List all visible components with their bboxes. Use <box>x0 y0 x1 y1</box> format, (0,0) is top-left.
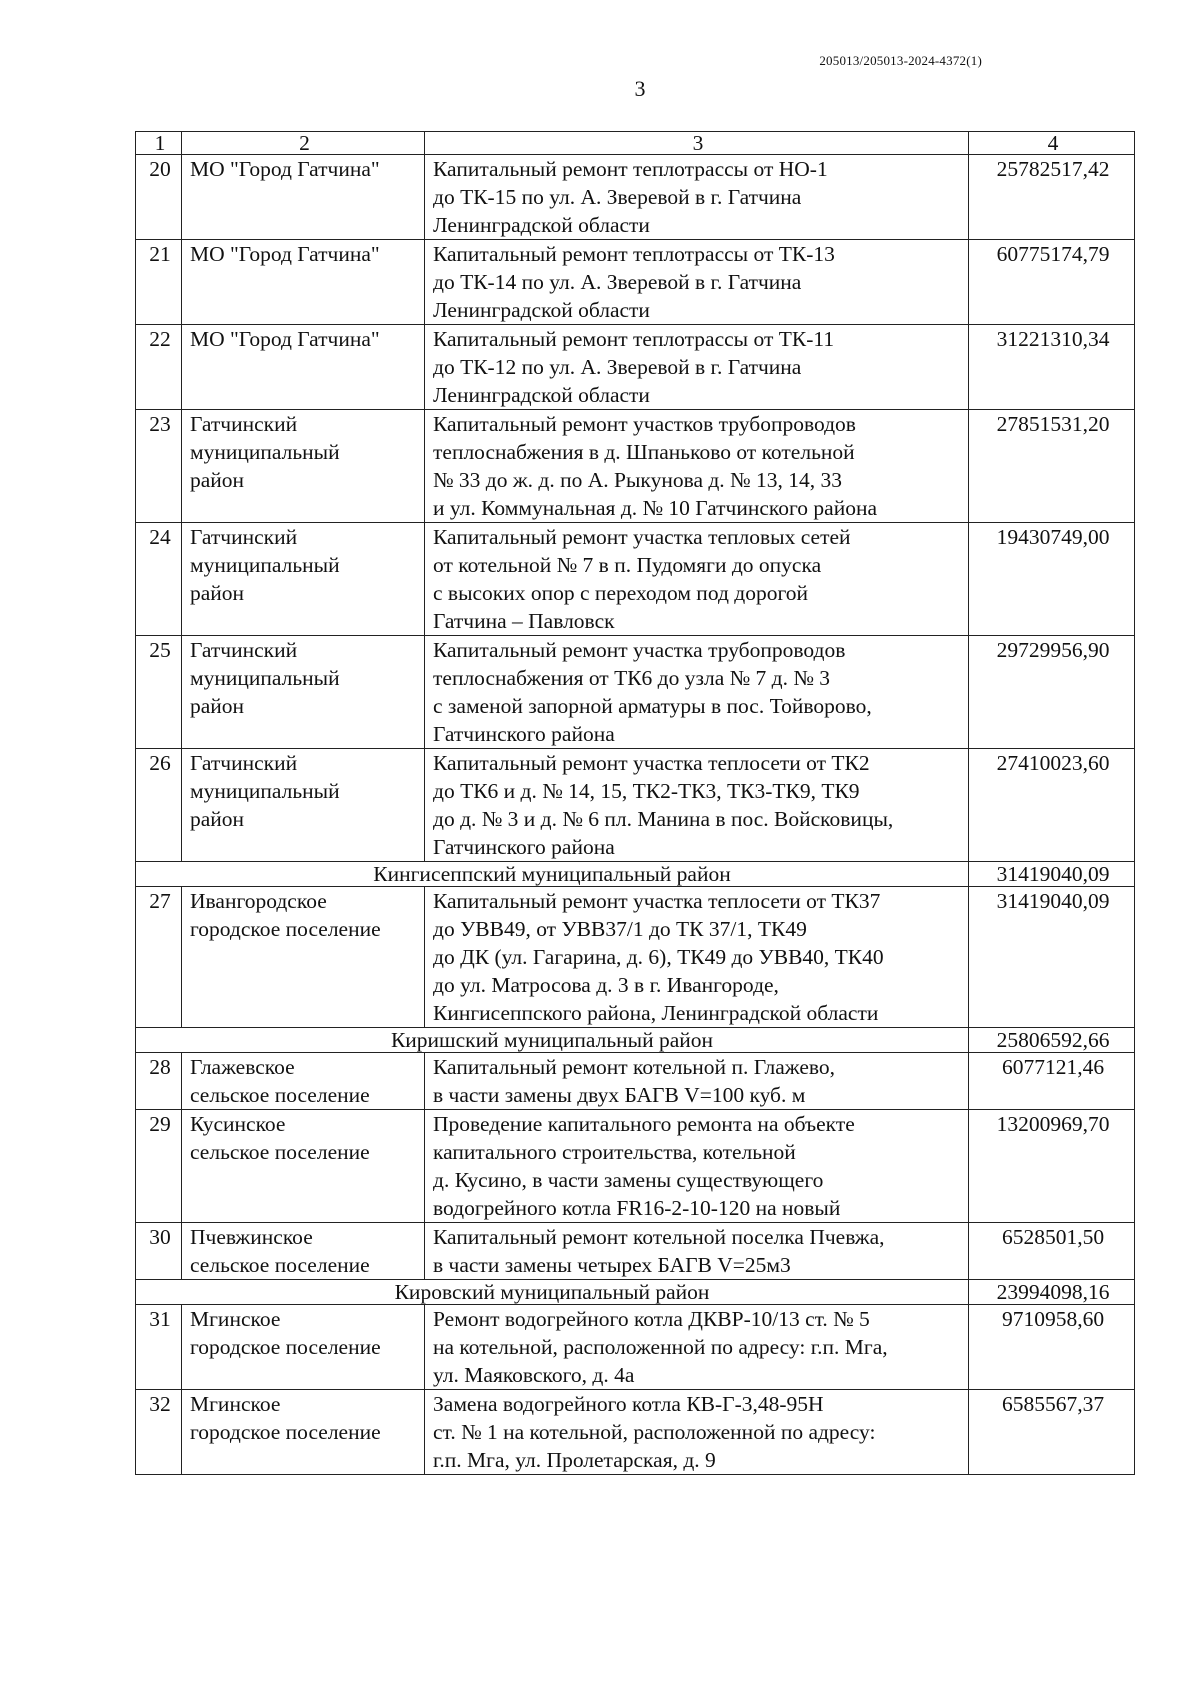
table-row <box>136 523 1135 636</box>
municipality-cell: Мгинское городское поселение <box>182 1305 425 1390</box>
table-header-row <box>136 132 1135 155</box>
municipality-cell: Ивангородское городское поселение <box>182 887 425 1028</box>
municipality-cell: Гатчинский муниципальный район <box>182 749 425 862</box>
column-header-2: 2 <box>182 132 425 155</box>
row-number: 26 <box>136 749 182 862</box>
table-row <box>136 1390 1135 1475</box>
row-number: 22 <box>136 325 182 410</box>
work-description-cell: Замена водогрейного котла КВ-Г-3,48-95Н ст. № 1 на котельной, расположенной по адресу: г.п. Мга, ул. Пролетарская, д. 9 <box>425 1390 969 1475</box>
column-header-4: 4 <box>969 132 1135 155</box>
table-row <box>136 410 1135 523</box>
municipality-cell: Пчевжинское сельское поселение <box>182 1223 425 1280</box>
section-row <box>136 1280 1135 1305</box>
municipality-cell: Кусинское сельское поселение <box>182 1110 425 1223</box>
work-description-cell: Капитальный ремонт участка тепловых сетей от котельной № 7 в п. Пудомяги до опуска с высоких опор с переходом под дорогой Гатчина – Павловск <box>425 523 969 636</box>
table-row <box>136 1305 1135 1390</box>
work-description-cell: Капитальный ремонт теплотрассы от ТК-13 до ТК-14 по ул. А. Зверевой в г. Гатчина Ленинградской области <box>425 240 969 325</box>
amount-cell: 29729956,90 <box>969 636 1135 749</box>
row-number: 27 <box>136 887 182 1028</box>
work-description-cell: Капитальный ремонт участка теплосети от ТК37 до УВВ49, от УВВ37/1 до ТК 37/1, ТК49 до ДК (ул. Гагарина, д. 6), ТК49 до УВВ40, ТК40 до ул. Матросова д. 3 в г. Ивангороде, Кингисеппского района, Ленинградской области <box>425 887 969 1028</box>
section-row <box>136 862 1135 887</box>
row-number: 31 <box>136 1305 182 1390</box>
amount-cell: 19430749,00 <box>969 523 1135 636</box>
row-number: 29 <box>136 1110 182 1223</box>
table-row <box>136 887 1135 1028</box>
amount-cell: 31221310,34 <box>969 325 1135 410</box>
section-amount: 25806592,66 <box>969 1028 1135 1053</box>
work-description-cell: Капитальный ремонт теплотрассы от ТК-11 до ТК-12 по ул. А. Зверевой в г. Гатчина Ленинградской области <box>425 325 969 410</box>
table-row <box>136 240 1135 325</box>
document-id: 205013/205013-2024-4372(1) <box>819 53 982 68</box>
page-number: 3 <box>634 76 646 101</box>
municipality-cell: МО "Город Гатчина" <box>182 325 425 410</box>
amount-cell: 6585567,37 <box>969 1390 1135 1475</box>
amount-cell: 31419040,09 <box>969 887 1135 1028</box>
work-description-cell: Капитальный ремонт участка теплосети от ТК2 до ТК6 и д. № 14, 15, ТК2-ТК3, ТК3-ТК9, ТК9 до д. № 3 и д. № 6 пл. Манина в пос. Войсковицы, Гатчинского района <box>425 749 969 862</box>
table-row <box>136 325 1135 410</box>
amount-cell: 25782517,42 <box>969 155 1135 240</box>
row-number: 24 <box>136 523 182 636</box>
municipality-cell: Гатчинский муниципальный район <box>182 636 425 749</box>
row-number: 20 <box>136 155 182 240</box>
municipality-cell: МО "Город Гатчина" <box>182 155 425 240</box>
section-amount: 31419040,09 <box>969 862 1135 887</box>
table-row <box>136 1223 1135 1280</box>
table-row <box>136 636 1135 749</box>
municipality-cell: Глажевское сельское поселение <box>182 1053 425 1110</box>
section-title: Кировский муниципальный район <box>136 1280 969 1305</box>
budget-table <box>135 131 1135 1475</box>
amount-cell: 6077121,46 <box>969 1053 1135 1110</box>
row-number: 25 <box>136 636 182 749</box>
section-title: Киришский муниципальный район <box>136 1028 969 1053</box>
row-number: 23 <box>136 410 182 523</box>
work-description-cell: Капитальный ремонт котельной поселка Пчевжа, в части замены четырех БАГВ V=25м3 <box>425 1223 969 1280</box>
municipality-cell: Гатчинский муниципальный район <box>182 410 425 523</box>
work-description-cell: Капитальный ремонт участков трубопроводов теплоснабжения в д. Шпаньково от котельной № 33 до ж. д. по А. Рыкунова д. № 13, 14, 33 и ул. Коммунальная д. № 10 Гатчинского района <box>425 410 969 523</box>
section-amount: 23994098,16 <box>969 1280 1135 1305</box>
row-number: 30 <box>136 1223 182 1280</box>
municipality-cell: Мгинское городское поселение <box>182 1390 425 1475</box>
section-row <box>136 1028 1135 1053</box>
section-title: Кингисеппский муниципальный район <box>136 862 969 887</box>
work-description-cell: Капитальный ремонт участка трубопроводов теплоснабжения от ТК6 до узла № 7 д. № 3 с заменой запорной арматуры в пос. Тойворово, Гатчинского района <box>425 636 969 749</box>
table-row <box>136 1110 1135 1223</box>
amount-cell: 6528501,50 <box>969 1223 1135 1280</box>
table-row <box>136 155 1135 240</box>
row-number: 28 <box>136 1053 182 1110</box>
amount-cell: 60775174,79 <box>969 240 1135 325</box>
column-header-3: 3 <box>425 132 969 155</box>
amount-cell: 27851531,20 <box>969 410 1135 523</box>
table-row <box>136 749 1135 862</box>
work-description-cell: Капитальный ремонт теплотрассы от НО-1 до ТК-15 по ул. А. Зверевой в г. Гатчина Ленинградской области <box>425 155 969 240</box>
amount-cell: 13200969,70 <box>969 1110 1135 1223</box>
work-description-cell: Ремонт водогрейного котла ДКВР-10/13 ст. № 5 на котельной, расположенной по адресу: г.п. Мга, ул. Маяковского, д. 4а <box>425 1305 969 1390</box>
amount-cell: 27410023,60 <box>969 749 1135 862</box>
table-row <box>136 1053 1135 1110</box>
work-description-cell: Проведение капитального ремонта на объекте капитального строительства, котельной д. Кусино, в части замены существующего водогрейного котла FR16-2-10-120 на новый <box>425 1110 969 1223</box>
municipality-cell: Гатчинский муниципальный район <box>182 523 425 636</box>
work-description-cell: Капитальный ремонт котельной п. Глажево, в части замены двух БАГВ V=100 куб. м <box>425 1053 969 1110</box>
row-number: 21 <box>136 240 182 325</box>
column-header-1: 1 <box>136 132 182 155</box>
row-number: 32 <box>136 1390 182 1475</box>
municipality-cell: МО "Город Гатчина" <box>182 240 425 325</box>
amount-cell: 9710958,60 <box>969 1305 1135 1390</box>
